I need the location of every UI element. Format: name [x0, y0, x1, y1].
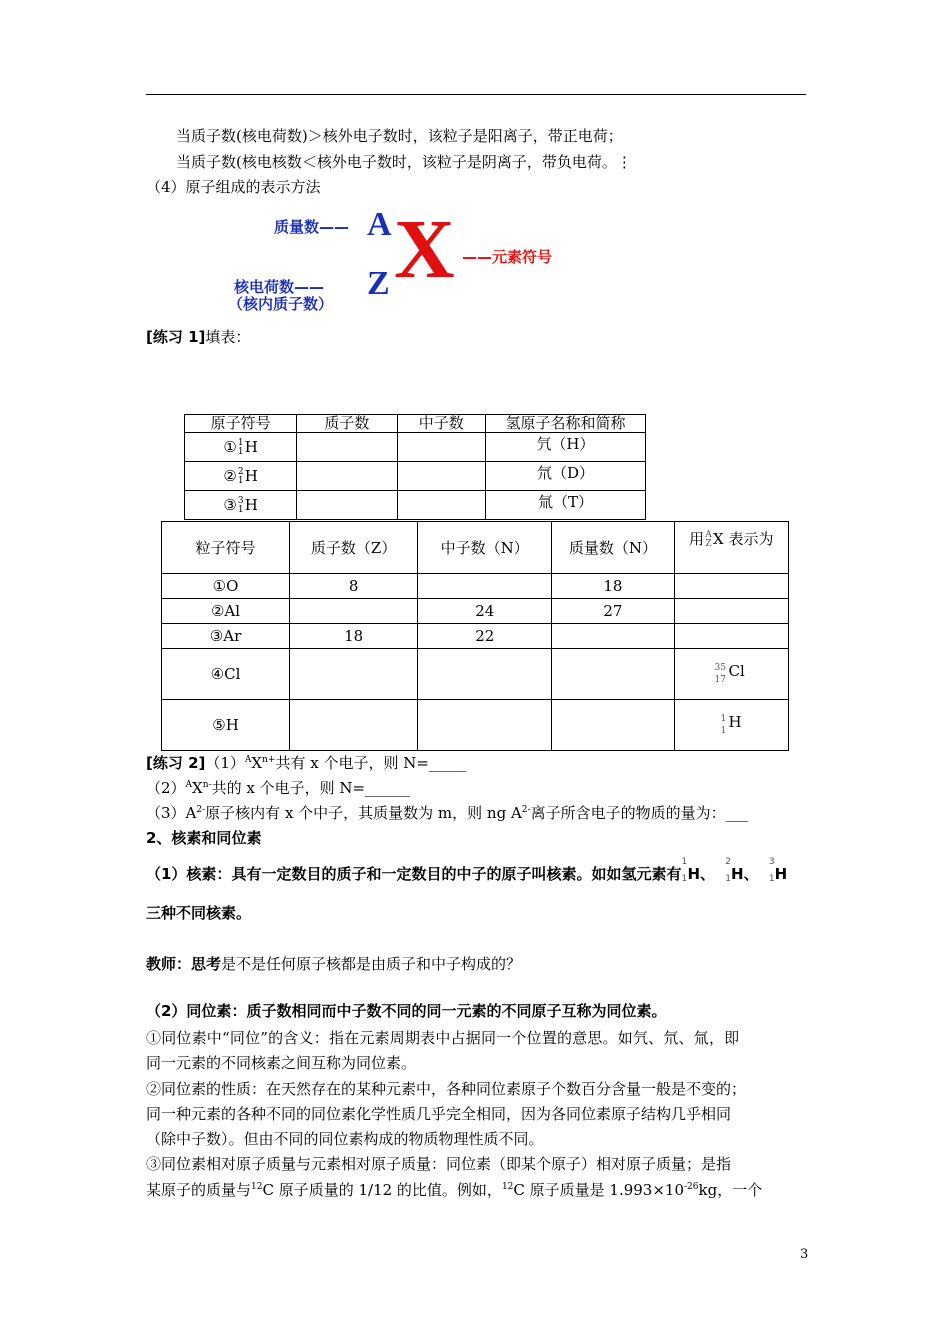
exercise2-line1: [练习 $2](1)^AX^{n+}$共有 x 个电子，则 N=_____ — [146, 754, 467, 772]
particle-table — [161, 521, 789, 751]
paragraph-line: 某原子的质量与$^{12}$C 原子质量的 1/12 的比值。例如，$^{12}$C 原子质量是 $1.993\times 10^{-26}kg$，一个 — [146, 1181, 763, 1199]
table-row — [185, 491, 646, 520]
notation-cell: 35 17 Cl — [674, 649, 788, 700]
paragraph-line: ①同位素中“同位”的含义：指在元素周期表中占据同一个位置的意思。如氕、氘、氚，即 — [146, 1029, 740, 1047]
neutron-cell: 24 — [418, 599, 552, 624]
paragraph-line: 同一元素的不同核素之间互称为同位素。 — [146, 1054, 417, 1072]
notation-cell[interactable] — [674, 624, 788, 649]
neutron-cell[interactable] — [418, 574, 552, 599]
neutron-cell[interactable] — [418, 649, 552, 700]
exercise2-line2: $(2)^AX^{n-}$共的 x 个电子，则 N=______ — [146, 779, 411, 797]
text-line: （4）原子组成的表示方法 — [146, 178, 321, 196]
exercise1-title: [练习 1] — [146, 328, 206, 346]
table-row — [162, 700, 789, 751]
table-row — [162, 599, 789, 624]
exercise1 — [146, 327, 250, 347]
proton-cell: 18 — [290, 624, 418, 649]
table-row — [162, 574, 789, 599]
hydrogen-isotope-table — [184, 414, 646, 520]
neutron-cell[interactable] — [397, 462, 485, 491]
particle-symbol-cell: ④Cl — [162, 649, 290, 700]
charge-number-label: 核电荷数—— — [234, 278, 325, 296]
mass-cell[interactable] — [552, 624, 674, 649]
table2-header: 质量数（N） — [552, 522, 674, 574]
mass-cell: 27 — [552, 599, 674, 624]
proton-cell[interactable] — [297, 491, 397, 520]
proton-cell: 8 — [290, 574, 418, 599]
name-cell: 氚（T） — [485, 491, 645, 520]
notation-cell: 1 1 H — [674, 700, 788, 751]
table1-header: 中子数 — [397, 415, 485, 433]
notation-cell[interactable] — [674, 574, 788, 599]
table-row — [185, 433, 646, 462]
particle-symbol-cell: ⑤H — [162, 700, 290, 751]
mass-number-label: 质量数—— — [274, 218, 350, 236]
nuclide-definition: （1）核素：具有一定数目的质子和一定数目的中子的原子叫核素。如如氢元素有 1 1 H、 2 1 H、 3 1 H — [146, 856, 788, 884]
mass-cell[interactable] — [552, 700, 674, 751]
particle-symbol-cell: ①O — [162, 574, 290, 599]
particle-symbol-cell: ③Ar — [162, 624, 290, 649]
table1-header: 氢原子名称和简称 — [485, 415, 645, 433]
atom-symbol-cell: ① 1 1 H — [185, 433, 297, 462]
proton-cell[interactable] — [290, 599, 418, 624]
mass-cell: 18 — [552, 574, 674, 599]
atomic-symbol-z: Z — [367, 265, 390, 302]
teacher-question: 教师：思考是不是任何原子核都是由质子和中子构成的？ — [146, 955, 522, 973]
atom-symbol-cell: ② 2 1 H — [185, 462, 297, 491]
text-line: 当质子数(核电核数＜核外电子数时，该粒子是阴离子，带负电荷。⋮ — [176, 153, 632, 171]
table-row — [162, 624, 789, 649]
table1-header: 原子符号 — [185, 415, 297, 433]
particle-symbol-cell: ②Al — [162, 599, 290, 624]
table1-header: 质子数 — [297, 415, 397, 433]
exercise1-text: 填表： — [205, 328, 251, 346]
name-cell: 氕（H） — [485, 433, 645, 462]
paragraph-line: （除中子数）。但由不同的同位素构成的物质物理性质不同。 — [146, 1130, 544, 1148]
mass-symbol-a: A — [367, 206, 392, 243]
page-number: 3 — [800, 1247, 809, 1262]
paragraph-line: ③同位素相对原子质量与元素相对原子质量：同位素（即某个原子）相对原子质量；是指 — [146, 1155, 732, 1173]
element-symbol-x: X — [394, 203, 455, 296]
proton-cell[interactable] — [290, 649, 418, 700]
proton-cell[interactable] — [290, 700, 418, 751]
table-row — [185, 462, 646, 491]
text-line: 当质子数(核电荷数)＞核外电子数时，该粒子是阳离子，带正电荷； — [176, 127, 623, 145]
nuclide-definition-cont: 三种不同核素。 — [146, 904, 252, 922]
proton-cell[interactable] — [297, 462, 397, 491]
table2-header: 用 A Z X 表示为 — [674, 522, 788, 574]
paragraph-line: 同一种元素的各种不同的同位素化学性质几乎完全相同，因为各同位素原子结构几乎相同 — [146, 1105, 732, 1123]
exercise2-title: [练习 2] — [146, 754, 206, 772]
section-title: 2、核素和同位素 — [146, 829, 262, 847]
table2-header: 中子数（N） — [418, 522, 552, 574]
table2-header: 质子数（Z） — [290, 522, 418, 574]
exercise2-line3: $(3)A^{2-}$原子核内有 x 个中子，其质量数为 m，则 ng $A^{2-}$离子所含电子的物质的量为：___ — [146, 804, 749, 822]
atom-symbol-cell: ③ 3 1 H — [185, 491, 297, 520]
table-row — [162, 649, 789, 700]
element-symbol-label: ——元素符号 — [462, 248, 553, 266]
neutron-cell: 22 — [418, 624, 552, 649]
neutron-cell[interactable] — [397, 433, 485, 462]
proton-number-label: （核内质子数） — [228, 295, 334, 313]
neutron-cell[interactable] — [397, 491, 485, 520]
neutron-cell[interactable] — [418, 700, 552, 751]
name-cell: 氘（D） — [485, 462, 645, 491]
mass-cell[interactable] — [552, 649, 674, 700]
proton-cell[interactable] — [297, 433, 397, 462]
paragraph-line: ②同位素的性质：在天然存在的某种元素中，各种同位素原子个数百分含量一般是不变的； — [146, 1080, 747, 1098]
table2-header: 粒子符号 — [162, 522, 290, 574]
notation-cell[interactable] — [674, 599, 788, 624]
header-rule — [146, 94, 806, 95]
isotope-definition: （2）同位素：质子数相同而中子数不同的同一元素的不同原子互称为同位素。 — [146, 1002, 667, 1020]
